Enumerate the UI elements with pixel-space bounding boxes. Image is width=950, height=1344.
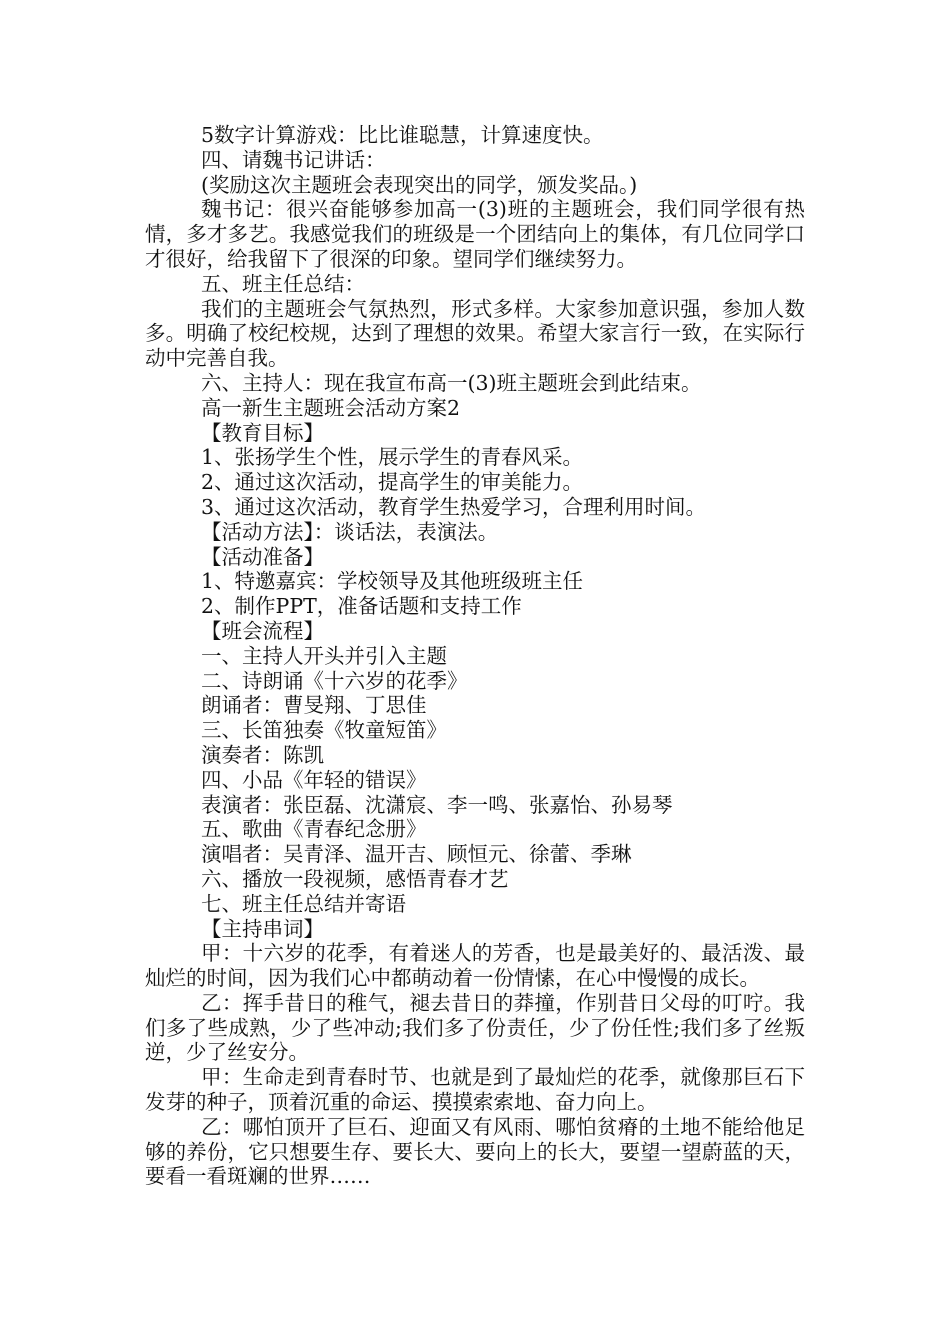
paragraph: 我们的主题班会气氛热烈，形式多样。大家参加意识强，参加人数多。明确了校纪校规，达到了理想的效果。希望大家言行一致，在实际行动中完善自我。	[145, 296, 805, 371]
list-item: 三、长笛独奏《牧童短笛》	[201, 718, 447, 743]
paragraph: 六、主持人：现在我宣布高一(3)班主题班会到此结束。	[201, 370, 702, 395]
section-heading: 【活动准备】	[201, 544, 324, 569]
list-item: 1、特邀嘉宾：学校领导及其他班级班主任	[201, 569, 584, 594]
paragraph: 乙：挥手昔日的稚气，褪去昔日的莽撞，作别昔日父母的叮咛。我们多了些成熟，少了些冲动;我们多了份责任，少了份任性;我们多了丝叛逆，少了丝安分。	[145, 990, 805, 1065]
list-item: 3、通过这次活动，教育学生热爱学习，合理利用时间。	[201, 494, 707, 519]
document-title: 高一新生主题班会活动方案2	[201, 395, 461, 420]
list-item: 四、小品《年轻的错误》	[201, 767, 427, 792]
list-item: 演奏者：陈凯	[201, 742, 324, 767]
section-heading: 【教育目标】	[201, 420, 324, 445]
list-item: 演唱者：吴青泽、温开吉、顾恒元、徐蕾、季琳	[201, 842, 632, 867]
list-item: 1、张扬学生个性，展示学生的青春风采。	[201, 445, 584, 470]
section-heading: 【活动方法】：谈话法，表演法。	[201, 519, 499, 544]
section-heading: 【主持串词】	[201, 916, 324, 941]
list-item: 五、歌曲《青春纪念册》	[201, 817, 427, 842]
section-heading: 【班会流程】	[201, 618, 324, 643]
list-item: 2、制作PPT，准备话题和支持工作	[201, 594, 522, 619]
list-item: 朗诵者：曹旻翔、丁思佳	[201, 693, 427, 718]
paragraph: 乙：哪怕顶开了巨石、迎面又有风雨、哪怕贫瘠的土地不能给他足够的养份，它只想要生存、要长大、要向上的长大，要望一望蔚蓝的天，要看一看斑斓的世界……	[145, 1114, 805, 1189]
list-item: 一、主持人开头并引入主题	[201, 643, 447, 668]
paragraph: 甲：生命走到青春时节、也就是到了最灿烂的花季，就像那巨石下发芽的种子，顶着沉重的命运、摸摸索索地、奋力向上。	[145, 1065, 805, 1115]
list-item: 表演者：张臣磊、沈潇宸、李一鸣、张嘉怡、孙易琴	[201, 792, 673, 817]
section-heading: 五、班主任总结：	[201, 271, 365, 296]
paragraph: 魏书记：很兴奋能够参加高一(3)班的主题班会，我们同学很有热情，多才多艺。我感觉我们的班级是一个团结向上的集体，有几位同学口才很好，给我留下了很深的印象。望同学们继续努力。	[145, 197, 805, 271]
paragraph: 甲：十六岁的花季，有着迷人的芳香，也是最美好的、最活泼、最灿烂的时间，因为我们心中都萌动着一份情愫，在心中慢慢的成长。	[145, 941, 805, 991]
paragraph: 5数字计算游戏：比比谁聪慧，计算速度快。	[201, 123, 604, 147]
document-body	[145, 123, 805, 1189]
section-heading: 四、请魏书记讲话：	[201, 147, 386, 172]
list-item: 六、播放一段视频，感悟青春才艺	[201, 866, 509, 891]
list-item: 2、通过这次活动，提高学生的审美能力。	[201, 470, 584, 495]
list-item: 七、班主任总结并寄语	[201, 891, 406, 916]
list-item: 二、诗朗诵《十六岁的花季》	[201, 668, 468, 693]
paragraph: (奖励这次主题班会表现突出的同学，颁发奖品。)	[201, 172, 638, 197]
